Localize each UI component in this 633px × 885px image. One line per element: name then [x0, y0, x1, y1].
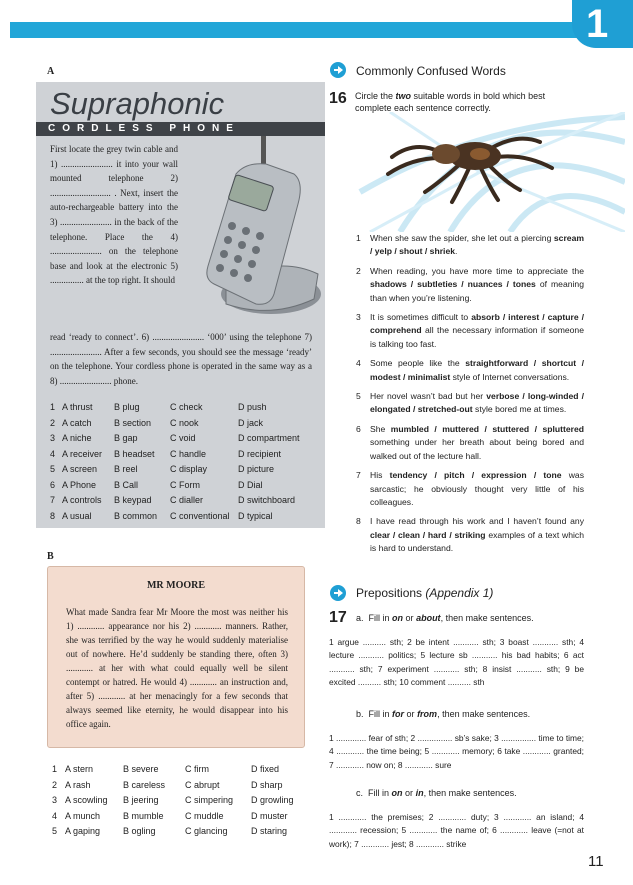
- option-row: 5 A screen B reel C display D picture: [50, 464, 275, 474]
- list-item: 7 His tendency / pitch / expression / tone was sarcastic; he obviously thought very little of his colleagues.: [356, 470, 584, 507]
- list-item: 6 She mumbled / muttered / stuttered / spluttered something under her breath about being bored and walked out of the lecture hall.: [356, 423, 584, 461]
- section-b-label: B: [47, 551, 54, 562]
- option-row: 1 A thrust B plug C check D push: [50, 402, 267, 412]
- section-a-options: [50, 402, 300, 526]
- parchment-text-box: [47, 566, 305, 748]
- instruction-17b: b. Fill in for or from, then make sentences.: [356, 709, 531, 719]
- list-item: 3 It is sometimes difficult to absorb / interest / capture / comprehend all the necessary information if someone is talking too fast.: [356, 312, 584, 349]
- story-title: MR MOORE: [146, 580, 206, 591]
- unit-tab: [572, 0, 633, 48]
- arrow-icon: [330, 62, 346, 78]
- list-item: 8 I have read through his work and I haven’t found any clear / clean / hard / striking examples of a text which is hard to understand.: [356, 516, 584, 554]
- section-a-text-narrow: First locate the grey twin cable and 1) ....................... it into your wall mounted telephone 2) ........................... . Next, insert the auto-rechargeable battery into the 3) ....................... in the back of the telephone. Place the 4) ....................... on the telephone base and look at the electronic 5) ............... at the top right. It should: [50, 144, 178, 286]
- instruction-16: Circle the two suitable words in bold which best complete each sentence correctly.: [355, 91, 546, 113]
- spider-web-illustration: [330, 112, 625, 232]
- option-row: 1 A stern B severe C firm D fixed: [52, 764, 280, 774]
- heading-commonly-confused-words: Commonly Confused Words: [356, 64, 506, 78]
- exercise-16-items: [356, 232, 584, 556]
- option-row: 3 A scowling B jeering C simpering D growling: [52, 795, 294, 805]
- option-row: 7 A controls B keypad C dialler D switchboard: [50, 495, 296, 505]
- section-a-label: A: [47, 66, 55, 77]
- exercise-17c-text: 1 ............ the premises; 2 ............ duty; 3 ............ an island; 4 ............ recession; 5 ............ the name of; 6 ............ leave (=not at work); 7 ............ jest; 8 ............ strike: [329, 812, 584, 849]
- story-text: What made Sandra fear Mr Moore the most was neither his 1) ............ appearance nor his 2) ............ manners. Rather, she was terrified by the way he would suddenly materialise out of nowhere. He’d suddenly be standing there, often 3) ............ at her with what could equally well be silent contempt or hatred. He would 4) ............ an instruction and, after 5) ............ at her menacingly for a few seconds that always seemed like eternity, he would disappear into his office again.: [66, 607, 288, 729]
- brand-subtitle: CORDLESS PHONE: [48, 123, 240, 134]
- brand-title: Supraphonic: [50, 86, 225, 121]
- list-item: 5 Her novel wasn’t bad but her verbose / long-winded / elongated / stretched-out style bored me at times.: [356, 391, 584, 415]
- option-row: 2 A rash B careless C abrupt D sharp: [52, 779, 283, 790]
- option-row: 4 A munch B mumble C muddle D muster: [52, 810, 288, 821]
- list-item: 4 Some people like the straightforward / shortcut / modest / minimalist style of Internet conversations.: [356, 358, 585, 382]
- option-row: 4 A receiver B headset C handle D recipient: [50, 448, 282, 459]
- exercise-17b-text: 1 ............. fear of sth; 2 ............... sb’s sake; 3 ............... time to time; 4 ............ the time being; 5 ............ memory; 6 take ............ granted; 7 ............ now on; 8 ............ sure: [329, 733, 584, 770]
- option-row: 8 A usual B common C conventional D typical: [50, 510, 273, 521]
- heading-prepositions: Prepositions (Appendix 1): [356, 586, 494, 600]
- option-row: 2 A catch B section C nook D jack: [50, 417, 264, 428]
- section-a-text-wide: read ‘ready to connect’. 6) ....................... ‘000’ using the telephone 7) ....................... After a few seconds, you should see the message ‘ready’ on the telephone. Your cordless phone is operated in the same way as a 8) ....................... phone.: [50, 332, 312, 386]
- list-item: 1 When she saw the spider, she let out a piercing scream / yelp / shout / shriek.: [356, 233, 584, 257]
- exercise-number-17: 17: [329, 609, 347, 626]
- top-header-bar: [10, 22, 582, 38]
- cordless-phone-illustration: [186, 134, 321, 324]
- section-b-options: [52, 764, 294, 842]
- instruction-17c: c. Fill in on or in, then make sentences.: [356, 788, 517, 798]
- list-item: 2 When reading, you have more time to appreciate the shadows / subtleties / nuances / tones of meaning than when you’re listening.: [356, 265, 584, 303]
- exercise-number-16: 16: [329, 90, 347, 107]
- arrow-icon: [330, 585, 346, 601]
- section-a-panel: [36, 82, 325, 528]
- option-row: 5 A gaping B ogling C glancing D staring: [52, 826, 288, 836]
- option-row: 3 A niche B gap C void D compartment: [50, 433, 300, 443]
- option-row: 6 A Phone B Call C Form D Dial: [50, 479, 263, 490]
- page-number: 11: [588, 853, 604, 870]
- instruction-17a: a. Fill in on or about, then make sentences.: [356, 613, 534, 623]
- exercise-17a-text: 1 argue .......... sth; 2 be intent ........... sth; 3 boast ........... sth; 4 lecture ........... politics; 5 lecture sb ........... his bad habits; 6 act ........... sth; 7 experiment ........... sth; 8 insist ........... sth; 9 be excited .......... sth; 10 comment .......... sth: [329, 637, 584, 688]
- unit-number: 1: [586, 2, 609, 46]
